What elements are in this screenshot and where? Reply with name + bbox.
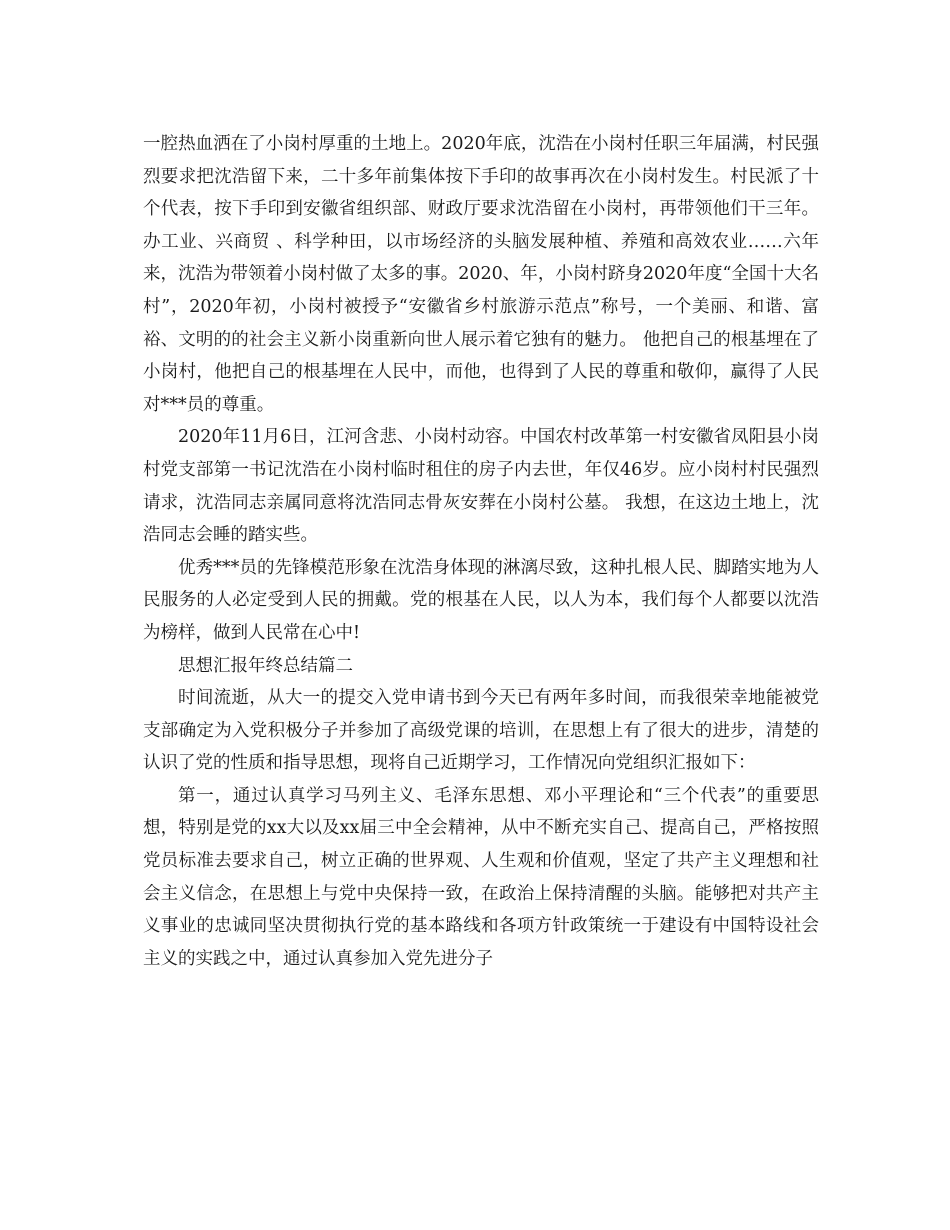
paragraph-1: 一腔热血洒在了小岗村厚重的土地上。2020年底，沈浩在小岗村任职三年届满，村民强烈要求把沈浩留下来，二十多年前集体按下手印的故事再次在小岗村发生。村民派了十个代表，按下手印到安徽省组织部、财政厅要求沈浩留在小岗村，再带领他们干三年。办工业、兴商贸 、科学种田，以市场经济的头脑发展种植、养殖和高效农业……六年来，沈浩为带领着小岗村做了太多的事。2020、年，小岗村跻身2020年度“全国十大名村”，2020年初，小岗村被授予“安徽省乡村旅游示范点”称号，一个美丽、和谐、富裕、文明的的社会主义新小岗重新向世人展示着它独有的魅力。 他把自己的根基埋在了小岗村，他把自己的根基埋在人民中，而他，也得到了人民的尊重和敬仰，赢得了人民对***员的尊重。: [143, 134, 819, 415]
section-heading: 思想汇报年终总结篇二: [178, 655, 353, 676]
paragraph-2: 2020年11月6日，江河含悲、小岗村动容。中国农村改革第一村安徽省凤阳县小岗村党支部第一书记沈浩在小岗村临时租住的房子内去世，年仅46岁。应小岗村村民强烈请求，沈浩同志亲属同意将沈浩同志骨灰安葬在小岗村公墓。 我想，在这边土地上，沈浩同志会睡的踏实些。: [143, 427, 819, 546]
document-page: [143, 128, 819, 975]
paragraph-3: 优秀***员的先锋模范形象在沈浩身体现的淋漓尽致，这种扎根人民、脚踏实地为人民服务的人必定受到人民的拥戴。党的根基在人民，以人为本，我们每个人都要以沈浩为榜样，做到人民常在心中!: [143, 557, 819, 643]
paragraph-5: 时间流逝，从大一的提交入党申请书到今天已有两年多时间，而我很荣幸地能被党支部确定为入党积极分子并参加了高级党课的培训，在思想上有了很大的进步，清楚的认识了党的性质和指导思想，现将自己近期学习，工作情况向党组织汇报如下：: [143, 688, 819, 774]
paragraph-6: 第一，通过认真学习马列主义、毛泽东思想、邓小平理论和“三个代表”的重要思想，特别是党的xx大以及xx届三中全会精神，从中不断充实自己、提高自己，严格按照党员标准去要求自己，树立正确的世界观、人生观和价值观，坚定了共产主义理想和社会主义信念，在思想上与党中央保持一致，在政治上保持清醒的头脑。能够把对共产主义事业的忠诚同坚决贯彻执行党的基本路线和各项方针政策统一于建设有中国特设社会主义的实践之中，通过认真参加入党先进分子: [143, 785, 819, 969]
